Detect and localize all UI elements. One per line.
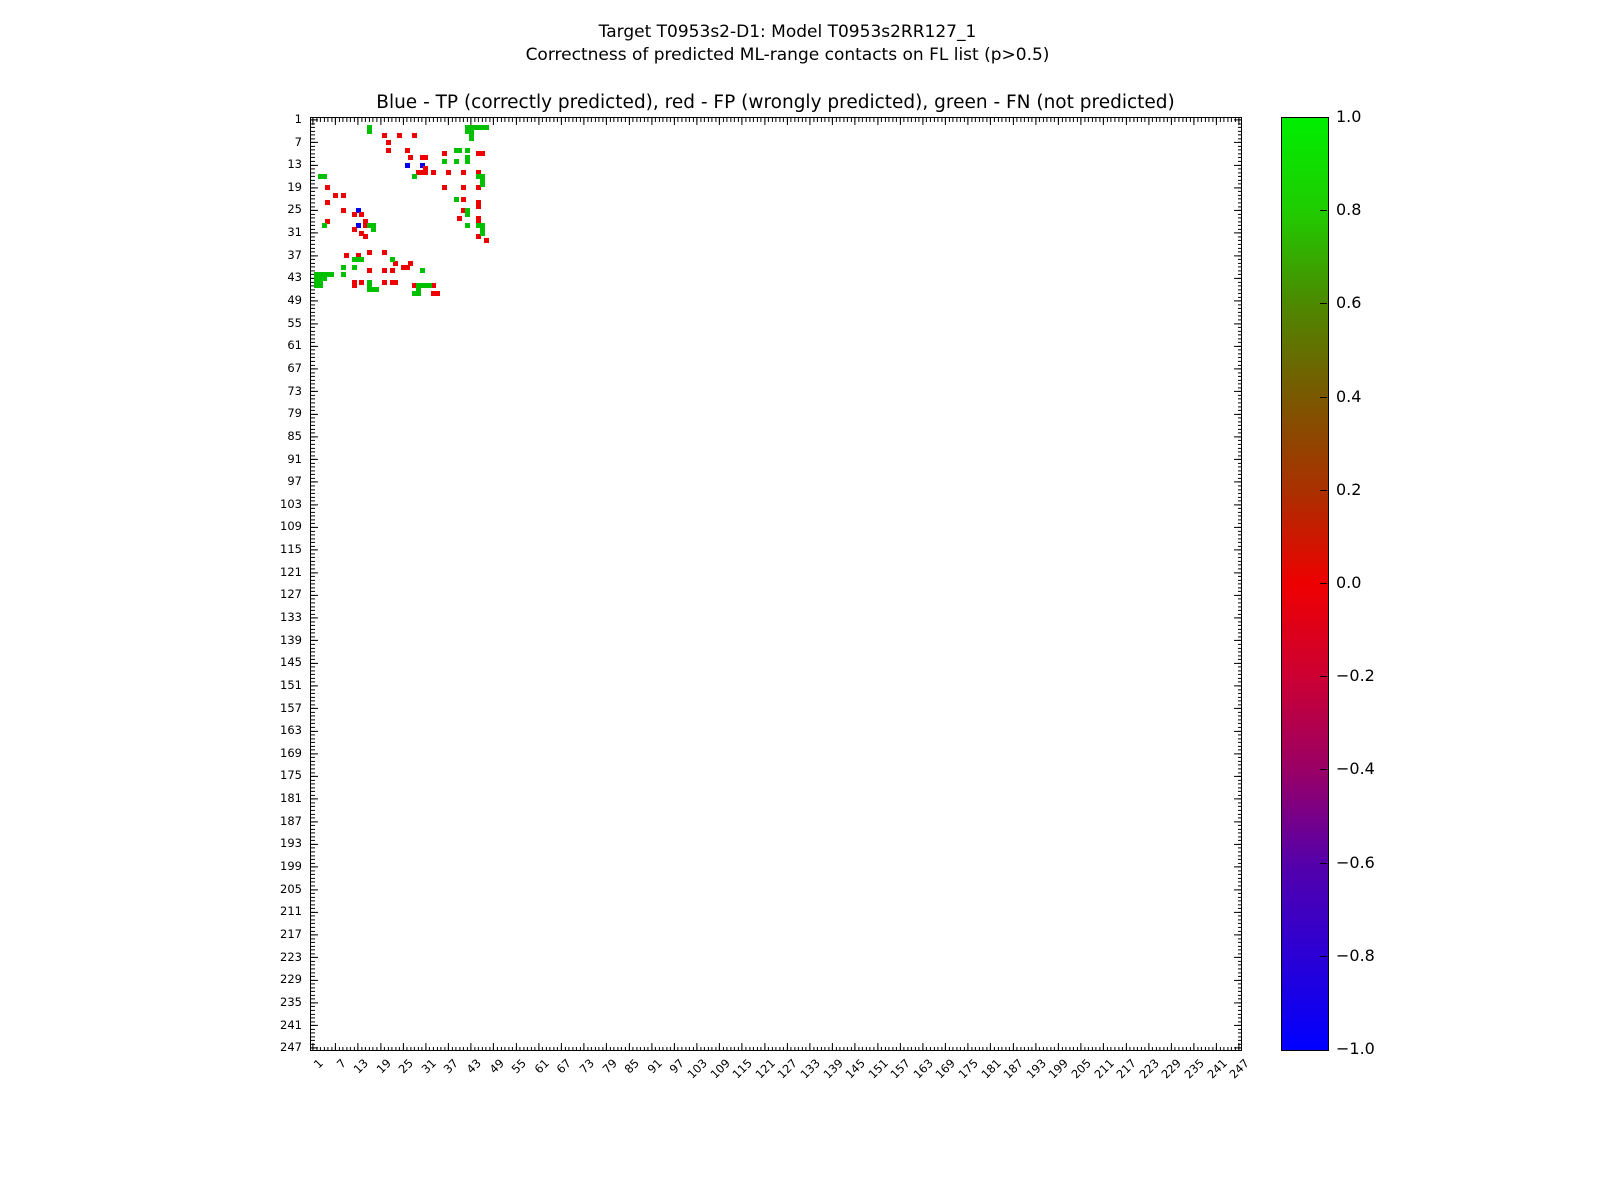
figure-title <box>0 21 1575 67</box>
data-point <box>359 212 364 217</box>
data-point <box>386 140 391 145</box>
data-point <box>341 272 346 277</box>
y-tick-label: 43 <box>287 270 302 285</box>
data-point <box>465 223 470 228</box>
y-tick-label: 31 <box>287 225 302 240</box>
x-tick-label: 37 <box>441 1056 462 1077</box>
y-tick-label: 145 <box>280 655 302 670</box>
x-tick-label: 7 <box>333 1056 349 1072</box>
x-tick-label: 67 <box>554 1056 575 1077</box>
data-point <box>480 151 485 156</box>
y-tick-label: 19 <box>287 179 302 194</box>
colorbar-tick <box>1320 769 1327 770</box>
y-tick-label: 175 <box>280 768 302 783</box>
colorbar-tick <box>1320 210 1327 211</box>
colorbar-tick <box>1320 397 1327 398</box>
y-tick-label: 67 <box>287 360 302 375</box>
data-point <box>382 280 387 285</box>
x-tick-label: 145 <box>842 1056 868 1082</box>
data-point <box>457 148 462 153</box>
y-tick-label: 157 <box>280 700 302 715</box>
bottom-major-ticks <box>311 1043 1241 1050</box>
data-point <box>329 272 334 277</box>
data-point <box>397 133 402 138</box>
data-point <box>374 287 379 292</box>
data-point <box>344 253 349 258</box>
y-tick-label: 121 <box>280 564 302 579</box>
data-point <box>405 163 410 168</box>
x-tick-label: 217 <box>1113 1056 1140 1082</box>
y-tick-label: 133 <box>280 610 302 624</box>
data-point <box>454 159 459 164</box>
y-tick-label: 229 <box>280 972 302 987</box>
colorbar-tick-label: 0.2 <box>1336 479 1362 499</box>
y-tick-label: 97 <box>287 474 302 489</box>
data-point <box>484 238 489 243</box>
data-point <box>442 151 447 156</box>
colorbar-tick-label: 0.6 <box>1336 293 1362 313</box>
x-tick-label: 187 <box>1000 1056 1027 1082</box>
y-tick-label: 169 <box>280 745 302 760</box>
data-point <box>480 231 485 236</box>
y-tick-label: 85 <box>287 428 302 443</box>
colorbar-tick-label: 0.4 <box>1336 386 1362 406</box>
x-tick-label: 19 <box>373 1056 394 1077</box>
data-point <box>405 265 410 270</box>
x-tick-label: 73 <box>576 1056 597 1077</box>
colorbar-tick <box>1320 956 1327 957</box>
data-point <box>442 159 447 164</box>
x-tick-label: 115 <box>729 1056 755 1082</box>
colorbar-tick-label: −1.0 <box>1336 1039 1375 1058</box>
x-tick-label: 193 <box>1023 1056 1049 1082</box>
y-tick-label: 109 <box>280 519 302 534</box>
x-tick-label: 121 <box>752 1056 778 1082</box>
data-point <box>461 197 466 202</box>
x-tick-label: 13 <box>350 1056 371 1077</box>
data-point <box>442 185 447 190</box>
y-tick-label: 7 <box>294 134 302 149</box>
x-tick-label: 181 <box>978 1056 1004 1082</box>
y-tick-label: 25 <box>287 202 302 217</box>
y-tick-label: 115 <box>280 542 302 556</box>
x-tick-label: 139 <box>819 1056 846 1082</box>
data-point <box>461 170 466 175</box>
y-tick-label: 217 <box>280 926 302 941</box>
colorbar-tick <box>1320 303 1327 304</box>
colorbar-tick <box>1320 676 1327 677</box>
left-minor-ticks <box>311 118 315 1050</box>
y-tick-label: 211 <box>280 904 302 919</box>
y-tick-label: 223 <box>280 949 302 964</box>
y-tick-label: 187 <box>280 813 302 828</box>
colorbar-tick-label: −0.6 <box>1336 852 1375 872</box>
data-point <box>420 268 425 273</box>
y-tick-label: 91 <box>287 451 302 466</box>
colorbar-tick <box>1320 863 1327 864</box>
data-point <box>333 193 338 198</box>
top-minor-ticks <box>311 118 1241 122</box>
x-tick-label: 169 <box>932 1056 959 1082</box>
y-tick-label: 205 <box>280 881 302 896</box>
x-tick-label: 85 <box>621 1056 643 1077</box>
y-tick-label: 55 <box>287 315 302 330</box>
data-point <box>318 283 323 288</box>
data-point <box>382 250 387 255</box>
data-point <box>423 170 428 175</box>
data-point <box>352 283 357 288</box>
x-tick-label: 241 <box>1203 1056 1230 1082</box>
data-point <box>461 185 466 190</box>
data-point <box>405 148 410 153</box>
y-tick-label: 241 <box>280 1017 302 1032</box>
x-tick-label: 157 <box>887 1056 914 1082</box>
x-tick-label: 205 <box>1068 1056 1094 1082</box>
data-point <box>465 212 470 217</box>
data-point <box>480 182 485 187</box>
data-point <box>367 268 372 273</box>
colorbar-gradient <box>1282 118 1328 1050</box>
x-tick-label: 91 <box>644 1056 665 1077</box>
data-point <box>382 268 387 273</box>
y-tick-label: 79 <box>287 406 302 421</box>
x-tick-label: 199 <box>1045 1056 1072 1082</box>
y-tick-label: 37 <box>287 247 302 262</box>
y-tick-label: 49 <box>287 293 302 307</box>
x-tick-label: 223 <box>1136 1056 1162 1082</box>
data-point <box>390 268 395 273</box>
data-point <box>371 227 376 232</box>
colorbar-tick-label: −0.4 <box>1336 759 1375 779</box>
data-point <box>325 185 330 190</box>
colorbar-tick-label: −0.8 <box>1336 945 1375 965</box>
x-tick-label: 25 <box>395 1056 417 1077</box>
x-tick-label: 133 <box>797 1056 823 1082</box>
figure-title-line1: Target T0953s2-D1: Model T0953s2RR127_1 <box>598 22 977 42</box>
x-tick-label: 61 <box>531 1056 552 1077</box>
x-tick-label: 79 <box>599 1056 620 1077</box>
right-major-ticks <box>1234 118 1241 1050</box>
x-tick-label: 235 <box>1181 1056 1207 1082</box>
colorbar-tick-label: −0.2 <box>1336 666 1375 686</box>
data-point <box>359 280 364 285</box>
bottom-minor-ticks <box>311 1047 1241 1051</box>
data-point <box>352 212 357 217</box>
x-tick-label: 229 <box>1158 1056 1185 1082</box>
contact-map-plot <box>310 117 1242 1051</box>
y-tick-label: 151 <box>280 677 302 692</box>
y-tick-label: 199 <box>280 859 302 873</box>
y-tick-label: 61 <box>287 338 302 353</box>
data-point <box>469 136 474 141</box>
data-point <box>363 234 368 239</box>
y-tick-label: 247 <box>280 1040 302 1055</box>
data-point <box>341 265 346 270</box>
plot-legend-title: Blue - TP (correctly predicted), red - FP (wrongly predicted), green - FN (not predicted) <box>376 92 1175 113</box>
colorbar <box>1281 117 1329 1051</box>
data-point <box>408 155 413 160</box>
y-tick-label: 163 <box>280 723 302 738</box>
data-point <box>484 125 489 130</box>
y-tick-label: 127 <box>280 587 302 602</box>
data-point <box>423 155 428 160</box>
data-point <box>325 200 330 205</box>
data-point <box>352 227 357 232</box>
data-point <box>427 283 432 288</box>
right-minor-ticks <box>1238 118 1242 1050</box>
x-tick-label: 211 <box>1091 1056 1117 1082</box>
colorbar-tick <box>1320 583 1327 584</box>
data-point <box>322 174 327 179</box>
data-point <box>435 291 440 296</box>
data-point <box>412 133 417 138</box>
x-tick-label: 1 <box>310 1056 326 1072</box>
colorbar-tick-label: 0.8 <box>1336 200 1362 220</box>
y-tick-label: 181 <box>280 791 302 806</box>
left-major-ticks <box>311 118 318 1050</box>
x-tick-label: 55 <box>508 1056 530 1077</box>
data-point <box>446 170 451 175</box>
data-point <box>341 193 346 198</box>
colorbar-tick <box>1320 490 1327 491</box>
data-point <box>322 223 327 228</box>
data-point <box>359 257 364 262</box>
data-point <box>367 129 372 134</box>
x-tick-label: 43 <box>463 1056 484 1077</box>
x-tick-label: 175 <box>955 1056 981 1082</box>
y-tick-label: 139 <box>280 632 302 647</box>
data-point <box>390 257 395 262</box>
data-point <box>416 291 421 296</box>
data-point <box>412 174 417 179</box>
y-tick-label: 1 <box>294 111 302 126</box>
x-tick-label: 31 <box>418 1056 439 1077</box>
x-tick-label: 49 <box>486 1056 507 1077</box>
data-point <box>454 197 459 202</box>
x-tick-label: 103 <box>684 1056 710 1082</box>
x-tick-label: 97 <box>666 1056 688 1077</box>
data-point <box>367 250 372 255</box>
colorbar-tick-label: 1.0 <box>1336 107 1362 126</box>
y-tick-label: 235 <box>280 994 302 1009</box>
data-point <box>386 148 391 153</box>
figure-title-line2: Correctness of predicted ML-range contacts on FL list (p>0.5) <box>525 45 1050 65</box>
data-point <box>352 265 357 270</box>
x-tick-label: 109 <box>706 1056 733 1082</box>
data-point <box>382 133 387 138</box>
colorbar-tick-label: 0.0 <box>1336 573 1362 592</box>
y-tick-label: 73 <box>287 383 302 398</box>
data-point <box>476 204 481 209</box>
data-point <box>465 148 470 153</box>
top-major-ticks <box>311 118 1241 125</box>
y-tick-label: 13 <box>287 157 302 172</box>
data-point <box>341 208 346 213</box>
x-tick-label: 127 <box>774 1056 801 1082</box>
data-point <box>457 216 462 221</box>
data-point <box>393 280 398 285</box>
y-tick-label: 193 <box>280 836 302 851</box>
x-tick-label: 151 <box>865 1056 891 1082</box>
y-tick-label: 103 <box>280 496 302 511</box>
x-tick-label: 163 <box>910 1056 936 1082</box>
data-point <box>431 170 436 175</box>
x-tick-label: 247 <box>1226 1056 1252 1082</box>
data-point <box>465 159 470 164</box>
